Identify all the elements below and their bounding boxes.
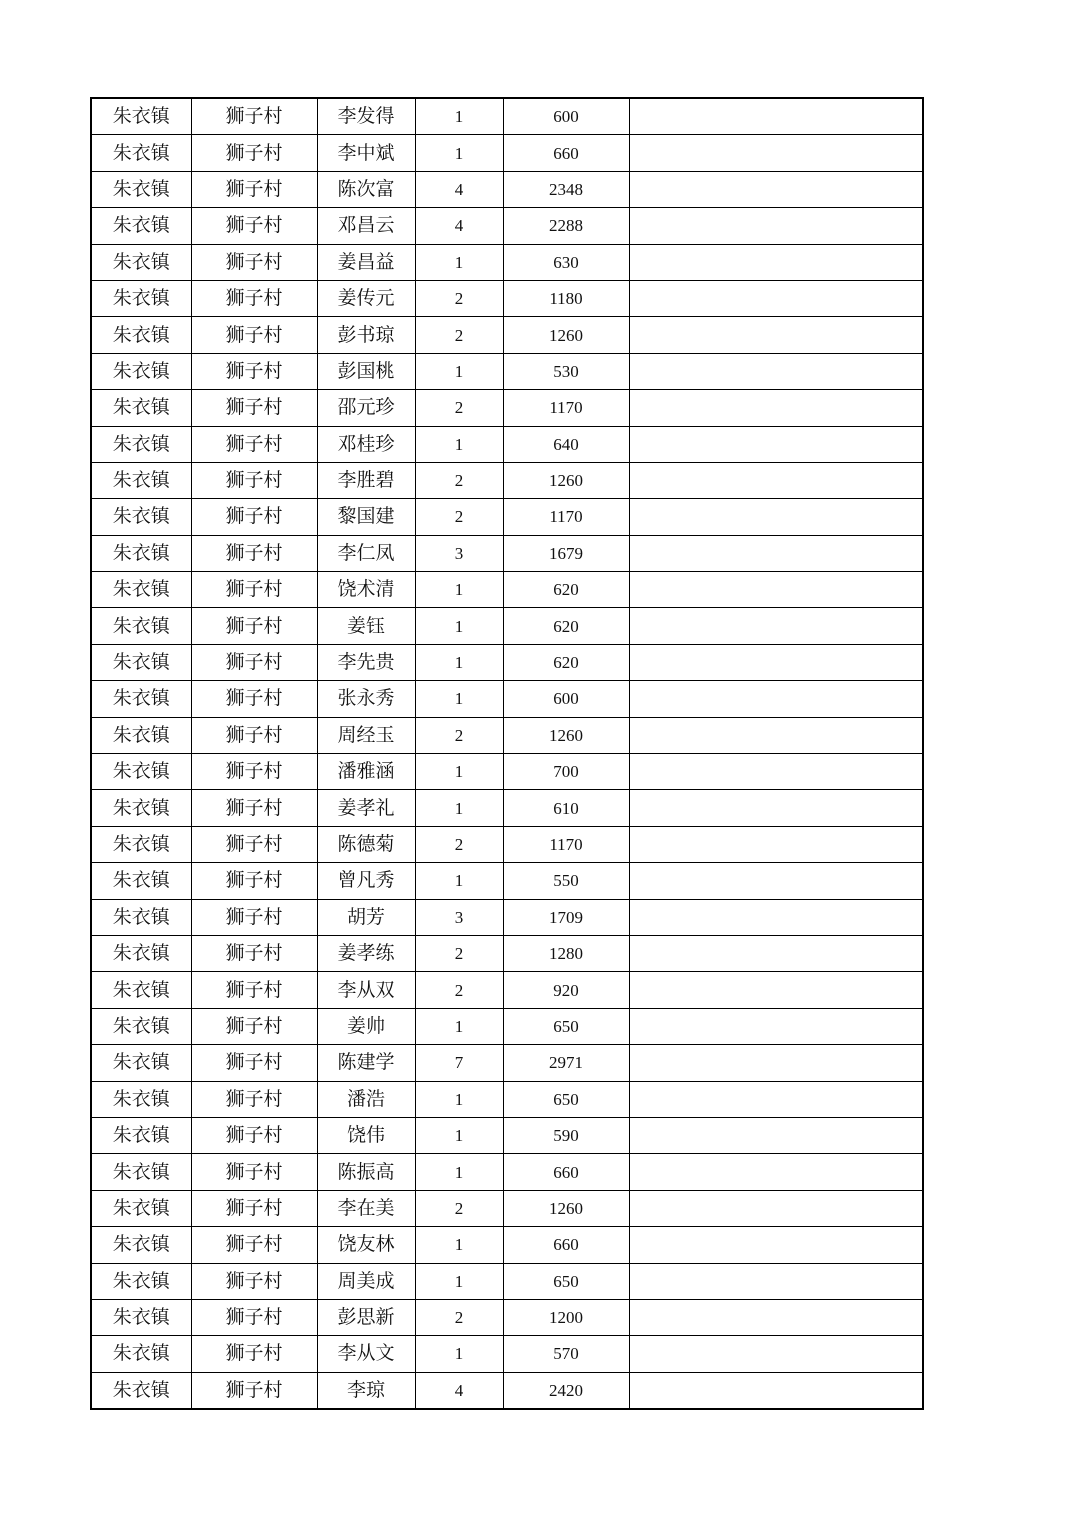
table-row [91,208,923,244]
table-row [91,826,923,862]
note-cell [629,390,923,426]
household-count-cell: 1 [415,681,503,717]
town-cell: 朱衣镇 [91,317,191,353]
town-cell: 朱衣镇 [91,1154,191,1190]
name-cell: 曾凡秀 [317,863,415,899]
table-row [91,244,923,280]
household-count-cell: 1 [415,863,503,899]
roster-table [90,97,924,1410]
note-cell [629,535,923,571]
note-cell [629,208,923,244]
amount-cell: 620 [503,572,629,608]
village-cell: 狮子村 [191,790,317,826]
amount-cell: 650 [503,1263,629,1299]
amount-cell: 660 [503,135,629,171]
note-cell [629,1263,923,1299]
household-count-cell: 2 [415,1299,503,1335]
village-cell: 狮子村 [191,1336,317,1372]
name-cell: 张永秀 [317,681,415,717]
table-row [91,608,923,644]
village-cell: 狮子村 [191,572,317,608]
village-cell: 狮子村 [191,98,317,135]
amount-cell: 1170 [503,390,629,426]
name-cell: 陈建学 [317,1045,415,1081]
village-cell: 狮子村 [191,535,317,571]
note-cell [629,426,923,462]
town-cell: 朱衣镇 [91,353,191,389]
table-row [91,754,923,790]
village-cell: 狮子村 [191,1045,317,1081]
table-row [91,1263,923,1299]
note-cell [629,935,923,971]
village-cell: 狮子村 [191,462,317,498]
village-cell: 狮子村 [191,1117,317,1153]
table-row [91,681,923,717]
name-cell: 潘浩 [317,1081,415,1117]
name-cell: 饶术清 [317,572,415,608]
amount-cell: 700 [503,754,629,790]
table-row [91,1154,923,1190]
name-cell: 李胜碧 [317,462,415,498]
village-cell: 狮子村 [191,1154,317,1190]
amount-cell: 530 [503,353,629,389]
amount-cell: 620 [503,644,629,680]
town-cell: 朱衣镇 [91,1336,191,1372]
household-count-cell: 1 [415,426,503,462]
note-cell [629,863,923,899]
note-cell [629,826,923,862]
village-cell: 狮子村 [191,899,317,935]
town-cell: 朱衣镇 [91,244,191,280]
town-cell: 朱衣镇 [91,972,191,1008]
note-cell [629,462,923,498]
town-cell: 朱衣镇 [91,1045,191,1081]
table-row [91,717,923,753]
household-count-cell: 2 [415,499,503,535]
table-row [91,1227,923,1263]
name-cell: 陈振高 [317,1154,415,1190]
table-row [91,1008,923,1044]
village-cell: 狮子村 [191,499,317,535]
town-cell: 朱衣镇 [91,754,191,790]
amount-cell: 610 [503,790,629,826]
note-cell [629,1336,923,1372]
town-cell: 朱衣镇 [91,1081,191,1117]
village-cell: 狮子村 [191,1081,317,1117]
note-cell [629,98,923,135]
household-count-cell: 4 [415,208,503,244]
household-count-cell: 2 [415,1190,503,1226]
amount-cell: 600 [503,681,629,717]
name-cell: 周美成 [317,1263,415,1299]
table-row [91,280,923,316]
table-row [91,644,923,680]
note-cell [629,317,923,353]
name-cell: 李从双 [317,972,415,1008]
household-count-cell: 3 [415,899,503,935]
amount-cell: 1260 [503,1190,629,1226]
note-cell [629,499,923,535]
village-cell: 狮子村 [191,826,317,862]
town-cell: 朱衣镇 [91,98,191,135]
household-count-cell: 1 [415,1081,503,1117]
town-cell: 朱衣镇 [91,171,191,207]
table-row [91,426,923,462]
town-cell: 朱衣镇 [91,1263,191,1299]
name-cell: 李发得 [317,98,415,135]
name-cell: 胡芳 [317,899,415,935]
village-cell: 狮子村 [191,972,317,1008]
note-cell [629,244,923,280]
amount-cell: 660 [503,1227,629,1263]
household-count-cell: 4 [415,1372,503,1409]
village-cell: 狮子村 [191,135,317,171]
amount-cell: 620 [503,608,629,644]
town-cell: 朱衣镇 [91,1299,191,1335]
note-cell [629,717,923,753]
town-cell: 朱衣镇 [91,462,191,498]
town-cell: 朱衣镇 [91,572,191,608]
amount-cell: 1170 [503,826,629,862]
amount-cell: 1679 [503,535,629,571]
table-row [91,935,923,971]
note-cell [629,280,923,316]
town-cell: 朱衣镇 [91,1190,191,1226]
household-count-cell: 1 [415,98,503,135]
note-cell [629,790,923,826]
note-cell [629,1154,923,1190]
amount-cell: 1709 [503,899,629,935]
amount-cell: 1260 [503,717,629,753]
amount-cell: 1170 [503,499,629,535]
name-cell: 饶伟 [317,1117,415,1153]
household-count-cell: 1 [415,353,503,389]
household-count-cell: 4 [415,171,503,207]
name-cell: 李在美 [317,1190,415,1226]
note-cell [629,353,923,389]
town-cell: 朱衣镇 [91,135,191,171]
household-count-cell: 1 [415,1336,503,1372]
household-count-cell: 2 [415,390,503,426]
town-cell: 朱衣镇 [91,1227,191,1263]
table-row [91,1117,923,1153]
table-row [91,572,923,608]
amount-cell: 1260 [503,317,629,353]
table-row [91,1372,923,1409]
town-cell: 朱衣镇 [91,426,191,462]
household-count-cell: 1 [415,1227,503,1263]
name-cell: 姜传元 [317,280,415,316]
village-cell: 狮子村 [191,317,317,353]
household-count-cell: 1 [415,1117,503,1153]
amount-cell: 1260 [503,462,629,498]
table-row [91,1336,923,1372]
note-cell [629,899,923,935]
roster-table-body [91,98,923,1409]
village-cell: 狮子村 [191,1299,317,1335]
village-cell: 狮子村 [191,717,317,753]
household-count-cell: 7 [415,1045,503,1081]
name-cell: 姜孝礼 [317,790,415,826]
town-cell: 朱衣镇 [91,1117,191,1153]
village-cell: 狮子村 [191,863,317,899]
name-cell: 姜帅 [317,1008,415,1044]
village-cell: 狮子村 [191,754,317,790]
table-row [91,462,923,498]
note-cell [629,754,923,790]
note-cell [629,644,923,680]
note-cell [629,1045,923,1081]
household-count-cell: 1 [415,572,503,608]
name-cell: 李琼 [317,1372,415,1409]
table-row [91,317,923,353]
village-cell: 狮子村 [191,1008,317,1044]
village-cell: 狮子村 [191,1263,317,1299]
note-cell [629,1117,923,1153]
village-cell: 狮子村 [191,280,317,316]
household-count-cell: 1 [415,790,503,826]
name-cell: 潘雅涵 [317,754,415,790]
household-count-cell: 1 [415,135,503,171]
table-row [91,1299,923,1335]
amount-cell: 2420 [503,1372,629,1409]
name-cell: 陈次富 [317,171,415,207]
town-cell: 朱衣镇 [91,499,191,535]
name-cell: 陈德菊 [317,826,415,862]
amount-cell: 650 [503,1081,629,1117]
table-row [91,353,923,389]
name-cell: 姜昌益 [317,244,415,280]
household-count-cell: 2 [415,717,503,753]
name-cell: 李先贵 [317,644,415,680]
amount-cell: 1280 [503,935,629,971]
town-cell: 朱衣镇 [91,1008,191,1044]
note-cell [629,1299,923,1335]
amount-cell: 2288 [503,208,629,244]
village-cell: 狮子村 [191,1372,317,1409]
amount-cell: 550 [503,863,629,899]
town-cell: 朱衣镇 [91,644,191,680]
name-cell: 邵元珍 [317,390,415,426]
household-count-cell: 3 [415,535,503,571]
note-cell [629,1190,923,1226]
village-cell: 狮子村 [191,935,317,971]
household-count-cell: 2 [415,462,503,498]
table-row [91,135,923,171]
amount-cell: 2971 [503,1045,629,1081]
note-cell [629,972,923,1008]
town-cell: 朱衣镇 [91,608,191,644]
note-cell [629,608,923,644]
name-cell: 周经玉 [317,717,415,753]
village-cell: 狮子村 [191,390,317,426]
household-count-cell: 1 [415,754,503,790]
name-cell: 彭书琼 [317,317,415,353]
amount-cell: 640 [503,426,629,462]
town-cell: 朱衣镇 [91,535,191,571]
household-count-cell: 1 [415,1008,503,1044]
name-cell: 彭国桃 [317,353,415,389]
household-count-cell: 1 [415,1154,503,1190]
note-cell [629,171,923,207]
household-count-cell: 2 [415,280,503,316]
household-count-cell: 1 [415,244,503,280]
household-count-cell: 2 [415,935,503,971]
village-cell: 狮子村 [191,681,317,717]
table-row [91,899,923,935]
name-cell: 李中斌 [317,135,415,171]
household-count-cell: 2 [415,972,503,1008]
town-cell: 朱衣镇 [91,790,191,826]
name-cell: 黎国建 [317,499,415,535]
note-cell [629,1227,923,1263]
amount-cell: 1180 [503,280,629,316]
name-cell: 邓昌云 [317,208,415,244]
table-row [91,1190,923,1226]
household-count-cell: 1 [415,608,503,644]
amount-cell: 650 [503,1008,629,1044]
table-row [91,390,923,426]
table-row [91,790,923,826]
table-row [91,972,923,1008]
town-cell: 朱衣镇 [91,717,191,753]
household-count-cell: 2 [415,317,503,353]
village-cell: 狮子村 [191,171,317,207]
town-cell: 朱衣镇 [91,208,191,244]
amount-cell: 920 [503,972,629,1008]
name-cell: 姜孝练 [317,935,415,971]
town-cell: 朱衣镇 [91,826,191,862]
name-cell: 姜钰 [317,608,415,644]
household-count-cell: 1 [415,1263,503,1299]
table-row [91,98,923,135]
table-row [91,1045,923,1081]
village-cell: 狮子村 [191,1190,317,1226]
village-cell: 狮子村 [191,1227,317,1263]
village-cell: 狮子村 [191,644,317,680]
amount-cell: 1200 [503,1299,629,1335]
name-cell: 邓桂珍 [317,426,415,462]
amount-cell: 600 [503,98,629,135]
name-cell: 李从文 [317,1336,415,1372]
village-cell: 狮子村 [191,353,317,389]
town-cell: 朱衣镇 [91,280,191,316]
village-cell: 狮子村 [191,426,317,462]
note-cell [629,135,923,171]
amount-cell: 570 [503,1336,629,1372]
table-row [91,499,923,535]
amount-cell: 2348 [503,171,629,207]
town-cell: 朱衣镇 [91,899,191,935]
note-cell [629,681,923,717]
name-cell: 饶友林 [317,1227,415,1263]
village-cell: 狮子村 [191,608,317,644]
name-cell: 李仁凤 [317,535,415,571]
town-cell: 朱衣镇 [91,390,191,426]
note-cell [629,1372,923,1409]
amount-cell: 630 [503,244,629,280]
town-cell: 朱衣镇 [91,863,191,899]
village-cell: 狮子村 [191,244,317,280]
amount-cell: 590 [503,1117,629,1153]
table-row [91,863,923,899]
village-cell: 狮子村 [191,208,317,244]
table-row [91,1081,923,1117]
note-cell [629,1008,923,1044]
table-row [91,535,923,571]
town-cell: 朱衣镇 [91,935,191,971]
table-row [91,171,923,207]
note-cell [629,1081,923,1117]
name-cell: 彭思新 [317,1299,415,1335]
town-cell: 朱衣镇 [91,1372,191,1409]
household-count-cell: 2 [415,826,503,862]
note-cell [629,572,923,608]
town-cell: 朱衣镇 [91,681,191,717]
household-count-cell: 1 [415,644,503,680]
amount-cell: 660 [503,1154,629,1190]
